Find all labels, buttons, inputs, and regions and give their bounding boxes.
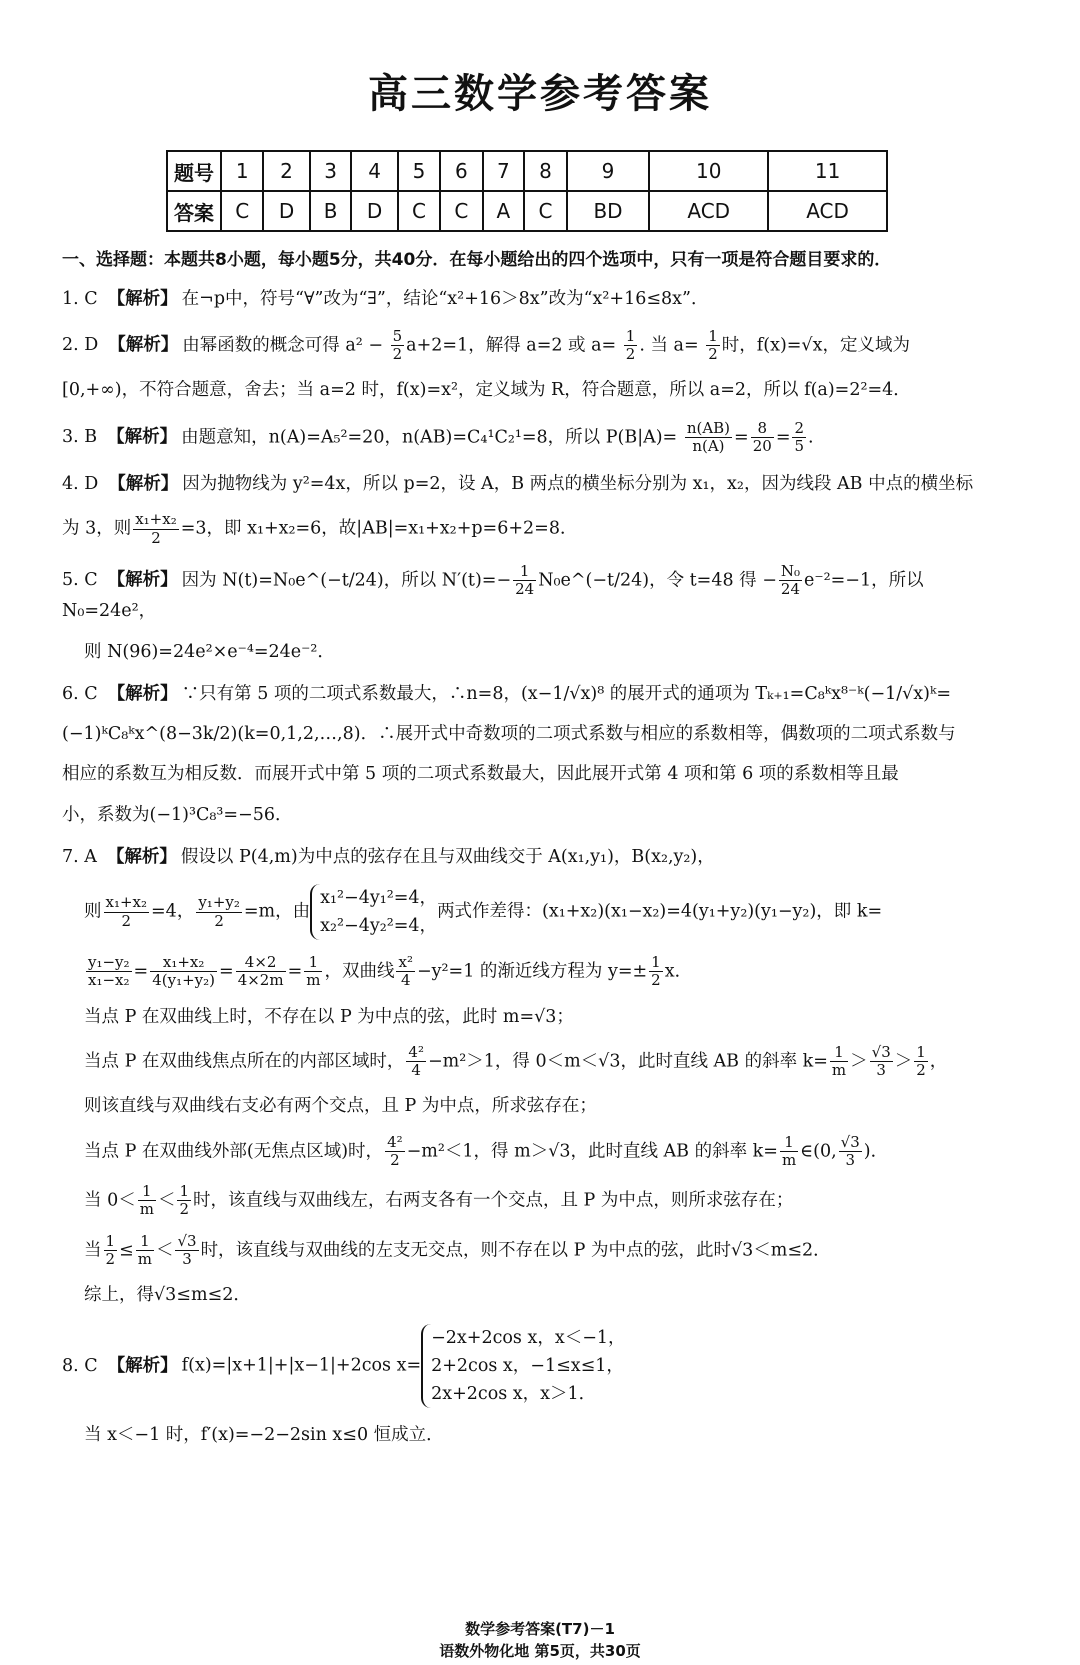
numerator: 1 [780, 1134, 798, 1152]
solution-6 [62, 681, 1007, 828]
table-cell: C [398, 191, 440, 231]
numerator: 4² [387, 1132, 403, 1151]
numerator: y₁−y₂ [88, 953, 130, 971]
numerator: 1 [179, 1182, 189, 1200]
solution-4 [62, 471, 1007, 547]
numerator: 1 [830, 1044, 848, 1062]
numerator: 4² [408, 1042, 424, 1061]
numerator: 1 [513, 563, 536, 581]
solution-text: x． [664, 961, 693, 982]
answer-table [166, 150, 888, 232]
fraction [136, 1233, 154, 1269]
solution-text: 当 [84, 1239, 102, 1260]
solution-text: 为 3，则 [62, 518, 132, 539]
numerator: 1 [105, 1231, 116, 1250]
solutions-body [62, 248, 1007, 1465]
table-row [167, 151, 887, 191]
footer-title: 数学参考答案(T7)－1 [465, 1620, 615, 1638]
denominator: m [139, 1200, 154, 1219]
denominator: n(A) [692, 436, 725, 455]
table-row [167, 191, 887, 231]
numerator: √3 [871, 1042, 891, 1061]
denominator: 2 [392, 345, 403, 363]
analysis-tag: 【解析】 [107, 288, 178, 309]
solution-text: ∈(0, [800, 1140, 837, 1161]
fraction [104, 894, 150, 930]
solution-text: 相应的系数互为相反数．而展开式中第 5 项的二项式系数最大，因此展开式第 4 项和第 6 项的系数相等且最 [62, 764, 899, 785]
question-number: 7. A [62, 846, 97, 867]
numerator: √3 [177, 1231, 197, 1250]
numerator: n(AB) [686, 418, 731, 437]
solution-text: 小，系数为(−1)³C₈³=−56． [62, 804, 293, 825]
solution-text: 在¬p中，符号“∀”改为“∃”，结论“x²+16＞8x”改为“x²+16≤8x”． [181, 288, 709, 309]
analysis-tag: 【解析】 [107, 1355, 178, 1376]
denominator: 4(y₁+y₂) [152, 971, 216, 990]
footer-page: 语数外物化地 第5页，共30页 [439, 1642, 641, 1660]
solution-text: 则 N(96)=24e²×e⁻⁴=24e⁻²． [84, 641, 335, 662]
solution-1 [62, 286, 1007, 312]
solution-text: . 当 a= [639, 335, 699, 355]
table-cell: 3 [310, 151, 352, 191]
solution-text: e⁻²=−1，所以 N₀=24e²， [62, 570, 924, 622]
numerator: 2 [794, 418, 805, 437]
table-cell: C [440, 191, 482, 231]
solution-text: 时，f(x)=√x，定义域为 [721, 335, 910, 355]
fraction [839, 1134, 862, 1170]
numerator: 1 [625, 326, 636, 345]
fraction [649, 954, 663, 990]
solution-text: 由题意知，n(A)=A₅²=20，n(AB)=C₄¹C₂¹=8，所以 P(B|A)= [181, 426, 678, 447]
numerator: x₁+x₂ [150, 954, 217, 972]
solution-text: 因为 N(t)=N₀e^(−t/24)，所以 N′(t)=− [181, 570, 512, 590]
fraction [513, 563, 536, 599]
fraction [779, 563, 802, 599]
fraction [104, 1233, 118, 1269]
solution-text: 两式作差得：(x₁+x₂)(x₁−x₂)=4(y₁+y₂)(y₁−y₂)，即 k= [437, 901, 883, 922]
solution-text: 由幂函数的概念可得 a² − [182, 335, 384, 355]
denominator: 2 [708, 345, 718, 363]
table-cell: A [483, 191, 525, 231]
solution-text: 假设以 P(4,m)为中点的弦存在且与双曲线交于 A(x₁,y₁)，B(x₂,y₂)， [180, 846, 715, 867]
solution-text: 当点 P 在双曲线上时，不存在以 P 为中点的弦，此时 m=√3； [84, 1006, 574, 1027]
denominator: 24 [515, 580, 535, 598]
table-cell: 6 [440, 151, 482, 191]
case: −2x+2cos x，x＜−1， [431, 1328, 626, 1349]
denominator: m [306, 971, 321, 990]
solution-text: f(x)=|x+1|+|x−1|+2cos x= [181, 1355, 422, 1376]
numerator: 5 [392, 326, 403, 345]
table-cell: 8 [524, 151, 566, 191]
solution-text: (−1)ᵏC₈ᵏx^(8−3k/2)(k=0,1,2,…,8)．∴展开式中奇数项的二项式系数与相应的系数相等，偶数项的二项式系数与 [62, 724, 956, 744]
denominator: m [137, 1249, 152, 1268]
table-cell: BD [567, 191, 650, 231]
fraction [385, 1134, 405, 1170]
table-cell: ACD [649, 191, 768, 231]
fraction [406, 1044, 426, 1080]
numerator: 1 [916, 1042, 926, 1061]
numerator: y₁+y₂ [198, 893, 240, 912]
fraction [780, 1134, 798, 1170]
solution-text: ＜ [157, 1190, 176, 1211]
solution-text: =m，由 [243, 901, 311, 922]
analysis-tag: 【解析】 [108, 474, 179, 494]
denominator: 2 [651, 971, 661, 990]
fraction [138, 1183, 156, 1219]
solution-text: 当 0＜ [84, 1190, 136, 1211]
numerator: √3 [840, 1132, 860, 1151]
analysis-tag: 【解析】 [108, 335, 179, 355]
solution-8 [62, 1324, 1007, 1448]
section-heading: 一、选择题：本题共8小题，每小题5分，共40分．在每小题给出的四个选项中，只有一项是符合题目要求的． [62, 250, 892, 270]
denominator: 2 [916, 1061, 926, 1079]
table-cell: 题号 [167, 151, 221, 191]
table-cell: 2 [263, 151, 309, 191]
solution-text: N₀e^(−t/24)，令 t=48 得 − [538, 570, 777, 590]
fraction [624, 328, 638, 364]
fraction [914, 1044, 928, 1080]
table-cell: D [351, 191, 397, 231]
table-cell: C [524, 191, 566, 231]
fraction [236, 954, 286, 990]
numerator: 1 [708, 326, 718, 345]
numerator: N₀ [780, 561, 801, 580]
analysis-tag: 【解析】 [106, 846, 177, 867]
denominator: m [781, 1150, 797, 1169]
denominator: 5 [794, 436, 805, 455]
question-number: 8. C [62, 1355, 98, 1376]
denominator: m [831, 1061, 847, 1079]
solution-text: 当点 P 在双曲线焦点所在的内部区域时， [84, 1051, 405, 1071]
question-number: 6. C [62, 683, 98, 704]
table-cell: B [310, 191, 352, 231]
solution-text: ，双曲线 [324, 961, 395, 982]
numerator: x² [398, 953, 413, 971]
denominator: 2 [105, 1249, 116, 1268]
denominator: x₁−x₂ [88, 971, 130, 990]
numerator: 1 [136, 1233, 154, 1251]
analysis-tag: 【解析】 [107, 570, 178, 590]
table-cell: D [263, 191, 309, 231]
equation-system [310, 884, 437, 940]
solution-text: 当点 P 在双曲线外部(无焦点区域)时， [84, 1140, 384, 1161]
case: 2x+2cos x，x＞1． [431, 1384, 597, 1405]
solution-text: 因为抛物线为 y²=4x，所以 p=2，设 A，B 两点的横坐标分别为 x₁，x₂，因为线段 AB 中点的横坐标 [182, 474, 974, 494]
denominator: 4 [411, 1061, 421, 1079]
solution-5 [62, 563, 1007, 665]
table-cell: 4 [351, 151, 397, 191]
solution-text: ＜ [155, 1239, 174, 1260]
fraction [391, 328, 405, 364]
solution-text: a+2=1，解得 a=2 或 a= [406, 335, 617, 355]
analysis-tag: 【解析】 [107, 683, 178, 704]
fraction [751, 420, 774, 456]
page-title: 高三数学参考答案 [368, 71, 712, 117]
table-cell: 5 [398, 151, 440, 191]
analysis-tag: 【解析】 [107, 426, 178, 447]
denominator: 2 [390, 1150, 400, 1169]
solution-text: ≤ [119, 1239, 134, 1260]
equation: x₂²−4y₂²=4， [320, 916, 438, 936]
denominator: 3 [182, 1249, 192, 1268]
denominator: 2 [625, 345, 636, 363]
denominator: 2 [121, 911, 132, 930]
denominator: 2 [214, 911, 224, 930]
denominator: 24 [780, 580, 800, 598]
denominator: 2 [151, 528, 161, 547]
table-cell: 答案 [167, 191, 221, 231]
fraction [792, 420, 806, 456]
denominator: 2 [179, 1200, 189, 1219]
numerator: 8 [751, 420, 774, 438]
question-number: 2. D [62, 335, 99, 355]
piecewise-function [421, 1324, 625, 1408]
solution-text: =4， [151, 901, 195, 922]
solution-text: −m²＜1，得 m＞√3，此时直线 AB 的斜率 k= [406, 1140, 778, 1161]
table-cell: 10 [649, 151, 768, 191]
fraction [304, 954, 322, 990]
denominator: 3 [845, 1150, 855, 1169]
solution-text: [0,+∞)，不符合题意，舍去；当 a=2 时，f(x)=x²，定义域为 R，符合题意，所以 a=2，所以 f(a)=2²=4． [62, 380, 911, 401]
fraction [685, 420, 732, 456]
fraction [396, 954, 414, 990]
equation: x₁²−4y₁²=4， [320, 888, 438, 908]
numerator: 1 [138, 1183, 156, 1201]
fraction [870, 1044, 893, 1080]
table-cell: 7 [483, 151, 525, 191]
table-cell: C [221, 191, 263, 231]
solution-text: ∵只有第 5 项的二项式系数最大，∴n=8，(x−1/√x)⁸ 的展开式的通项为 Tₖ₊₁=C₈ᵏx⁸⁻ᵏ(−1/√x)ᵏ= [181, 683, 952, 704]
solution-text: 时，该直线与双曲线左，右两支各有一个交点，且 P 为中点，则所求弦存在； [192, 1190, 794, 1211]
solution-text: −m²＞1，得 0＜m＜√3，此时直线 AB 的斜率 k= [427, 1051, 828, 1071]
denominator: 4 [400, 971, 411, 990]
numerator: x₁+x₂ [105, 893, 148, 912]
fraction [830, 1044, 848, 1080]
table-cell: 11 [768, 151, 887, 191]
solution-7: 7. A 【解析】 假设以 P(4,m)为中点的弦存在且与双曲线交于 A(x₁,y₁)，B(x₂,y₂)， 则 $\frac{\text{x₁+x₂}}{2}$ =4， $\frac{\text{y₁+y₂}}{2}$ =m，由 x₁²−4y₁²=4， x₂²−4y₂²=4， 两式作差得：(x₁+x₂)(x₁−x₂)=4(y₁+y₂)(y₁−y₂)，即 k= $\frac{\text{y₁−y₂}}{\text{x₁−x₂}}$ = $\frac{\text{x₁+x₂}}{\text{4(y₁+y₂)}}$ = $\frac{4\times 2}{4\times 2m}$ = $\frac{1}{m}$ ，双曲线 $\frac{\text{x²}}{4}$ −y²=1 的渐近线方程为 y=± $\frac{1}{2}$ x． 当点 P 在双曲线上时，不存在以 P 为中点的弦，此时 m=√3； 当点 P 在双曲线焦点所在的内部区域时， $\frac{\text{4²}}{4}$ −m²＞1，得 0＜m＜√3，此时直线 AB 的斜率 k= $\frac{1}{m}$ ＞ $\frac{√3}{3}$ ＞ $\frac{1}{2}$ ， 则该直线与双曲线右支必有两个交点，且 P 为中点，所求弦存在； 当点 P 在双曲线外部(无焦点区域)时， $\frac{\text{4²}}{2}$ −m²＜1，得 m＞√3，此时直线 AB 的斜率 k= $\frac{1}{m}$ ∈(0, $\frac{√3}{3}$ )． 当 0＜ $\frac{1}{m}$ ＜ $\frac{1}{2}$ 时，该直线与双曲线左，右两支各有一个交点，且 P 为中点，则所求弦存在； 当 $\frac{1}{2}$ ≤ $\frac{1}{m}$ ＜ $\frac{√3}{3}$ 时，该直线与双曲线的左支无交点，则不存在以 P 为中点的弦，此时√3＜m≤2． 综上，得√3≤m≤2． [62, 844, 1007, 1309]
fraction [86, 954, 132, 990]
fraction [706, 328, 720, 364]
solution-2 [62, 328, 1007, 404]
solution-text: =3，即 x₁+x₂=6，故|AB|=x₁+x₂+p=6+2=8． [180, 518, 578, 539]
solution-text: 综上，得√3≤m≤2． [84, 1285, 251, 1305]
solution-text: 则该直线与双曲线右支必有两个交点，且 P 为中点，所求弦存在； [84, 1096, 597, 1117]
solution-3: 3. B 【解析】 由题意知，n(A)=A₅²=20，n(AB)=C₄¹C₂¹=8，所以 P(B|A)= $\frac{n(AB)}{n(A)}$ = $\frac{8}{20}$ = $\frac{2}{5}$ . [62, 418, 814, 455]
fraction [175, 1233, 198, 1269]
solution-text: )． [863, 1140, 889, 1161]
question-number: 4. D [62, 474, 99, 494]
solution-text: 时，该直线与双曲线的左支无交点，则不存在以 P 为中点的弦，此时√3＜m≤2． [200, 1239, 831, 1260]
fraction [133, 511, 179, 547]
fraction [150, 954, 217, 990]
case: 2+2cos x，−1≤x≤1， [431, 1356, 624, 1377]
table-cell: 1 [221, 151, 263, 191]
solution-text: 则 [84, 901, 102, 922]
question-number: 3. B [62, 426, 98, 447]
numerator: 1 [304, 954, 322, 972]
fraction [196, 894, 242, 930]
numerator: 1 [651, 953, 661, 971]
question-number: 1. C [62, 288, 98, 309]
fraction [177, 1183, 191, 1219]
solution-text: 当 x＜−1 时，f′(x)=−2−2sin x≤0 恒成立． [84, 1425, 444, 1446]
denominator: 20 [752, 436, 772, 455]
solution-text: −y²=1 的渐近线方程为 y=± [416, 961, 648, 982]
numerator: 4×2 [236, 954, 286, 972]
denominator: 3 [876, 1061, 886, 1079]
denominator: 4×2m [237, 971, 284, 990]
question-number: 5. C [62, 570, 98, 590]
table-cell: 9 [567, 151, 650, 191]
table-cell: ACD [768, 191, 887, 231]
numerator: x₁+x₂ [135, 510, 177, 529]
